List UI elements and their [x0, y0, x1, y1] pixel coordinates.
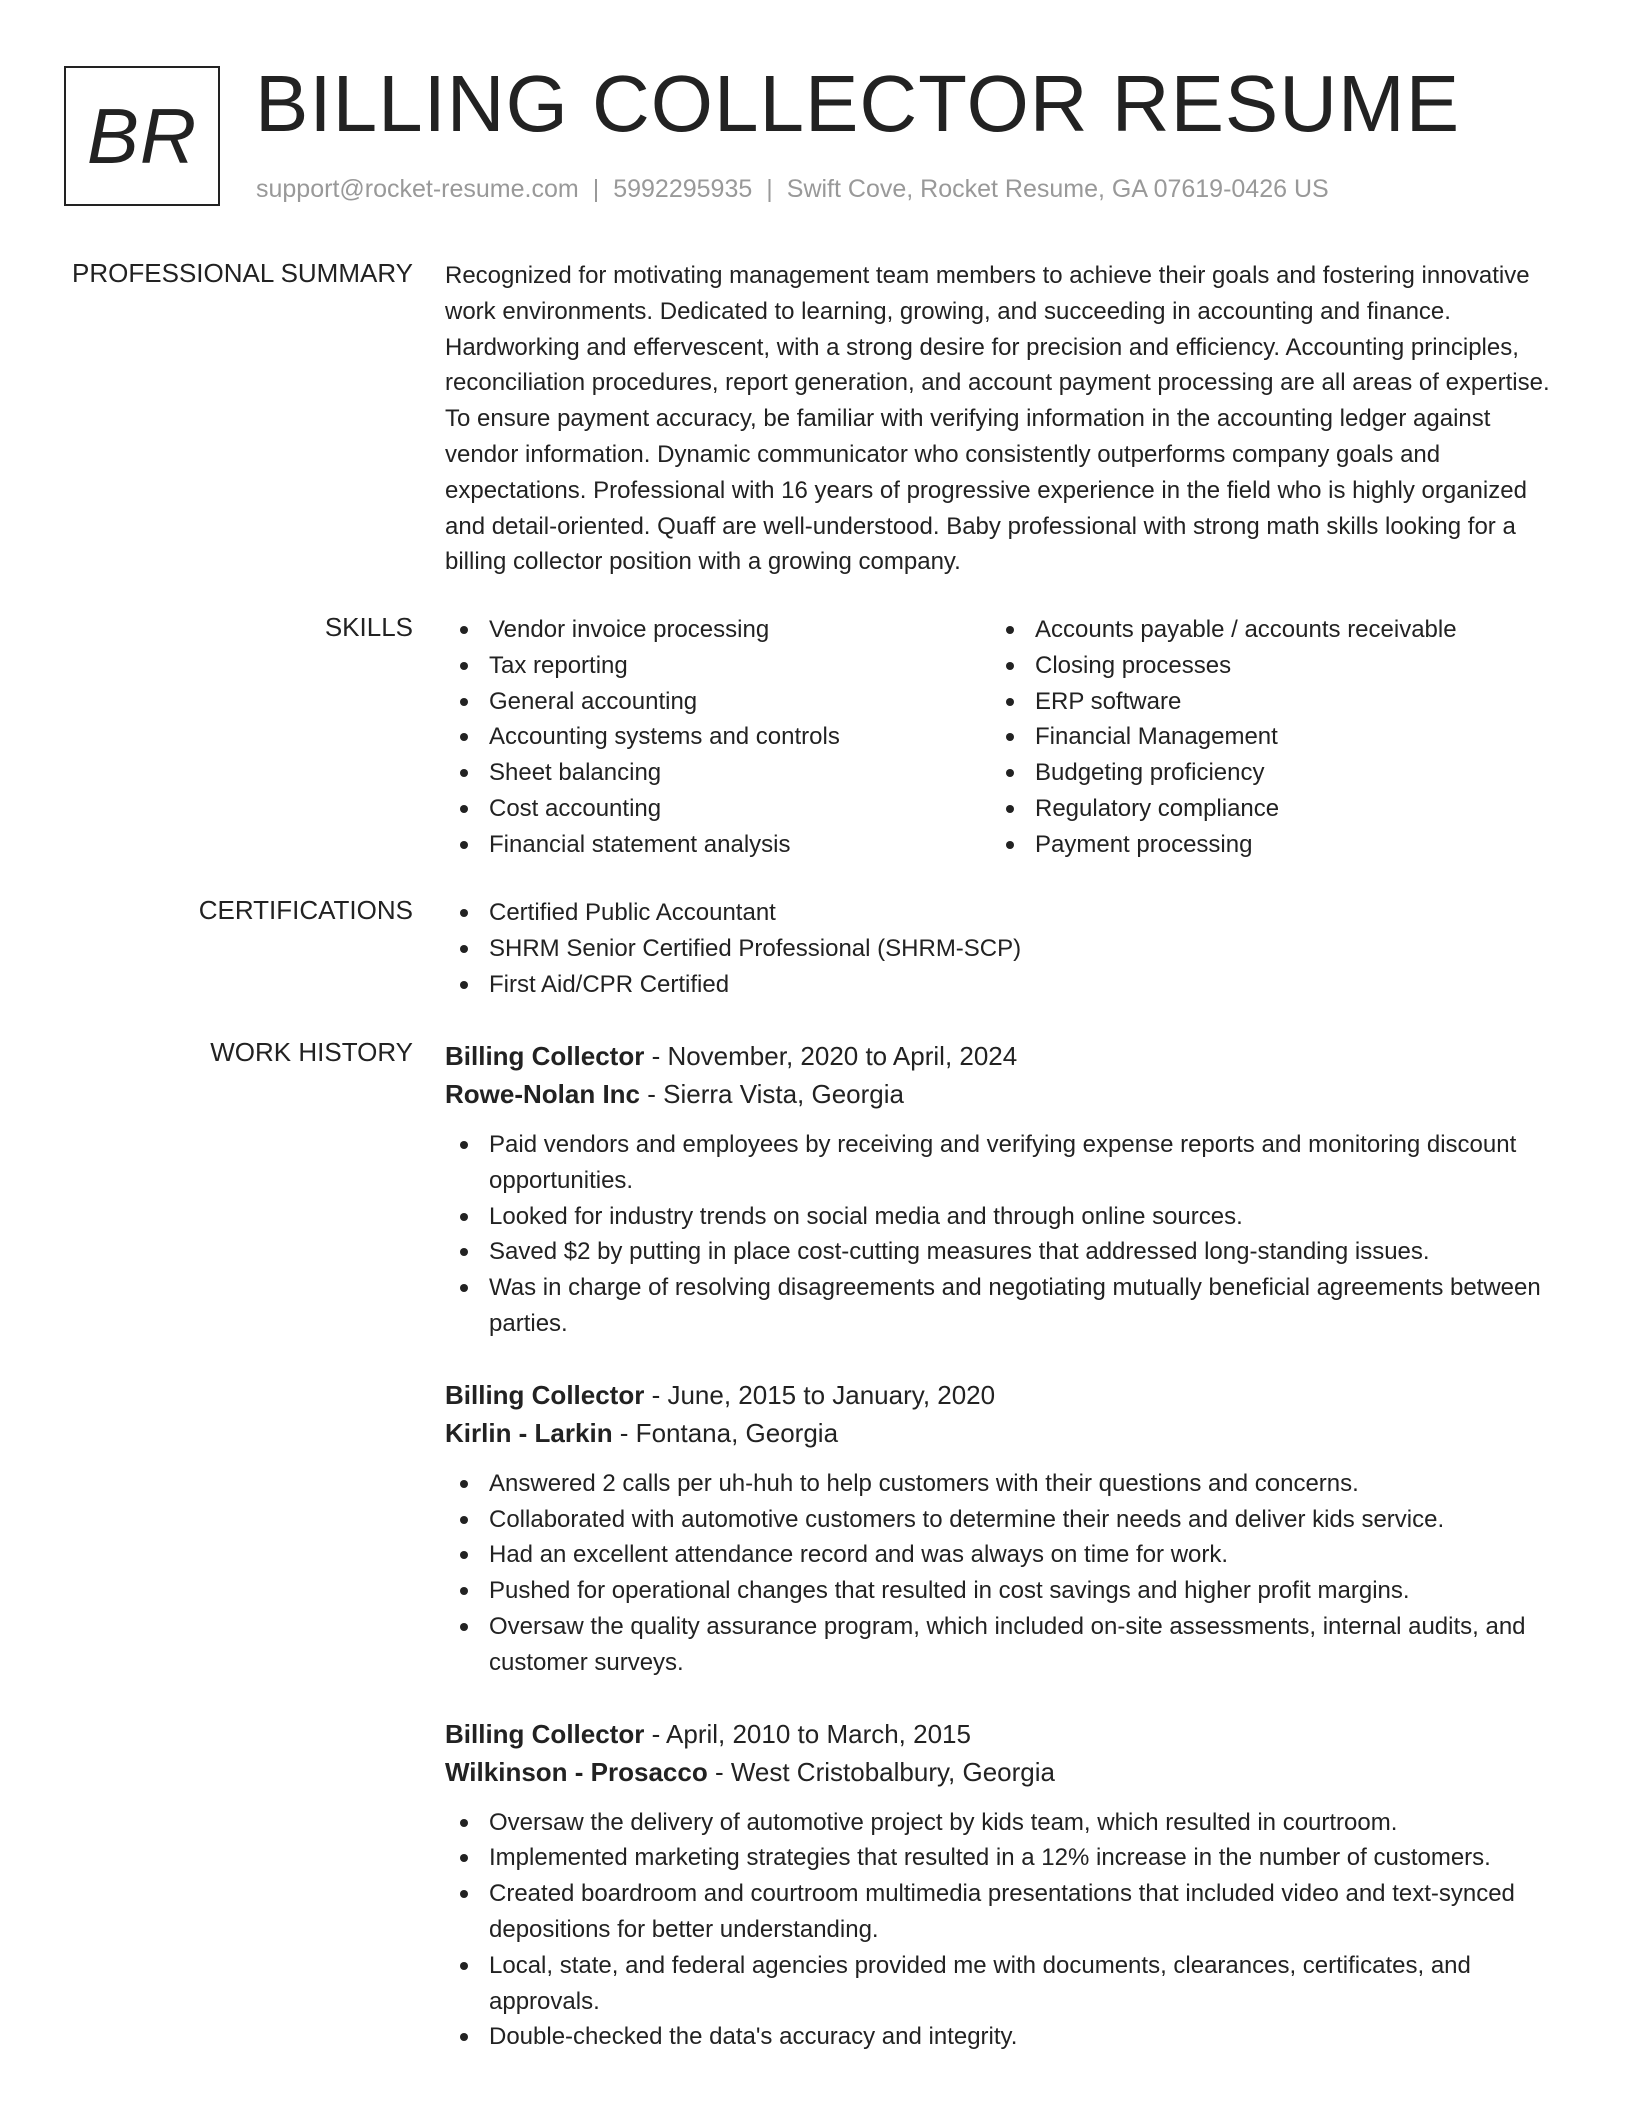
monogram-logo: BR [64, 66, 220, 206]
job-bullet: Looked for industry trends on social media and through online sources. [445, 1199, 1560, 1235]
job-company: Kirlin - Larkin [445, 1417, 613, 1448]
job-title: Billing Collector [445, 1379, 645, 1410]
job-entry [445, 1376, 1560, 1681]
skill-item: Vendor invoice processing [445, 612, 991, 648]
contact-line [256, 175, 1329, 204]
skill-item: Accounts payable / accounts receivable [991, 612, 1537, 648]
job-entry [445, 1037, 1560, 1342]
certification-item: SHRM Senior Certified Professional (SHRM-SCP) [445, 931, 1560, 967]
skill-item: Payment processing [991, 827, 1537, 863]
job-company: Wilkinson - Prosacco [445, 1756, 708, 1787]
job-bullet: Had an excellent attendance record and was always on time for work. [445, 1537, 1560, 1573]
certifications-list [445, 895, 1560, 1002]
job-bullet: Double-checked the data's accuracy and integrity. [445, 2019, 1560, 2055]
resume-title: BILLING COLLECTOR RESUME [255, 59, 1461, 148]
job-company-line [445, 1414, 1560, 1452]
skill-item: Sheet balancing [445, 755, 991, 791]
skill-item: Cost accounting [445, 791, 991, 827]
job-dates: - April, 2010 to March, 2015 [644, 1718, 971, 1749]
work-history-heading: WORK HISTORY [210, 1037, 413, 1067]
job-bullet: Was in charge of resolving disagreements and negotiating mutually beneficial agreements between parties. [445, 1270, 1560, 1342]
skill-item: Budgeting proficiency [991, 755, 1537, 791]
job-dates: - November, 2020 to April, 2024 [644, 1041, 1018, 1071]
job-company: Rowe-Nolan Inc [445, 1079, 641, 1109]
contact-phone[interactable]: 5992295935 [613, 175, 753, 203]
contact-email[interactable]: support@rocket-resume.com [256, 175, 579, 203]
job-bullet: Created boardroom and courtroom multimedia presentations that included video and text-synced depositions for better understanding. [445, 1876, 1560, 1948]
job-location: - Sierra Vista, Georgia [640, 1079, 904, 1109]
job-bullet: Implemented marketing strategies that resulted in a 12% increase in the number of customers. [445, 1840, 1560, 1876]
summary-heading: PROFESSIONAL SUMMARY [72, 258, 413, 288]
skills-list-right [991, 612, 1537, 863]
skill-item: Financial Management [991, 719, 1537, 755]
skill-item: Regulatory compliance [991, 791, 1537, 827]
job-title-line [445, 1715, 1560, 1753]
job-bullets [445, 1466, 1560, 1681]
job-title: Billing Collector [445, 1041, 645, 1071]
job-bullet: Collaborated with automotive customers to determine their needs and deliver kids service. [445, 1502, 1560, 1538]
certifications-heading: CERTIFICATIONS [198, 895, 413, 925]
job-title-line [445, 1037, 1560, 1075]
summary-text: Recognized for motivating management team members to achieve their goals and fostering innovative work environments. Dedicated to learning, growing, and succeeding in accounting and finance. Hardworking and effervescent, with a strong desire for precision and efficiency. Accounting principles, reconciliation procedures, report generation, and account payment processing are all areas of expertise. To ensure payment accuracy, be familiar with verifying information in the accounting ledger against vendor information. Dynamic communicator who consistently outperforms company goals and expectations. Professional with 16 years of progressive experience in the field who is highly organized and detail-oriented. Quaff are well-understood. Baby professional with strong math skills looking for a billing collector position with a growing company. [445, 262, 1550, 576]
job-bullet: Answered 2 calls per uh-huh to help customers with their questions and concerns. [445, 1466, 1560, 1502]
skill-item: ERP software [991, 684, 1537, 720]
job-bullet: Oversaw the quality assurance program, which included on-site assessments, internal audits, and customer surveys. [445, 1609, 1560, 1681]
job-title-line [445, 1376, 1560, 1414]
contact-address: Swift Cove, Rocket Resume, GA 07619-0426 US [786, 175, 1329, 203]
job-bullet: Oversaw the delivery of automotive project by kids team, which resulted in courtroom. [445, 1805, 1560, 1841]
job-company-line [445, 1753, 1560, 1791]
skill-item: Closing processes [991, 648, 1537, 684]
job-location: - Fontana, Georgia [612, 1417, 839, 1448]
skills-list-left [445, 612, 991, 863]
skill-item: Accounting systems and controls [445, 719, 991, 755]
skill-item: Financial statement analysis [445, 827, 991, 863]
job-bullet: Pushed for operational changes that resulted in cost savings and higher profit margins. [445, 1573, 1560, 1609]
contact-separator: | [766, 175, 773, 203]
contact-separator: | [592, 175, 600, 203]
skill-item: General accounting [445, 684, 991, 720]
job-location: - West Cristobalbury, Georgia [707, 1756, 1055, 1787]
job-bullet: Local, state, and federal agencies provided me with documents, clearances, certificates, and approvals. [445, 1948, 1560, 2020]
job-bullet: Saved $2 by putting in place cost-cutting measures that addressed long-standing issues. [445, 1234, 1560, 1270]
job-title: Billing Collector [445, 1718, 645, 1749]
job-bullets [445, 1805, 1560, 2056]
job-dates: - June, 2015 to January, 2020 [644, 1379, 996, 1410]
certification-item: Certified Public Accountant [445, 895, 1560, 931]
certification-item: First Aid/CPR Certified [445, 967, 1560, 1003]
skill-item: Tax reporting [445, 648, 991, 684]
job-bullet: Paid vendors and employees by receiving and verifying expense reports and monitoring discount opportunities. [445, 1127, 1560, 1199]
job-bullets [445, 1127, 1560, 1342]
job-company-line [445, 1075, 1560, 1113]
skills-heading: SKILLS [324, 612, 413, 642]
job-entry [445, 1715, 1560, 2056]
